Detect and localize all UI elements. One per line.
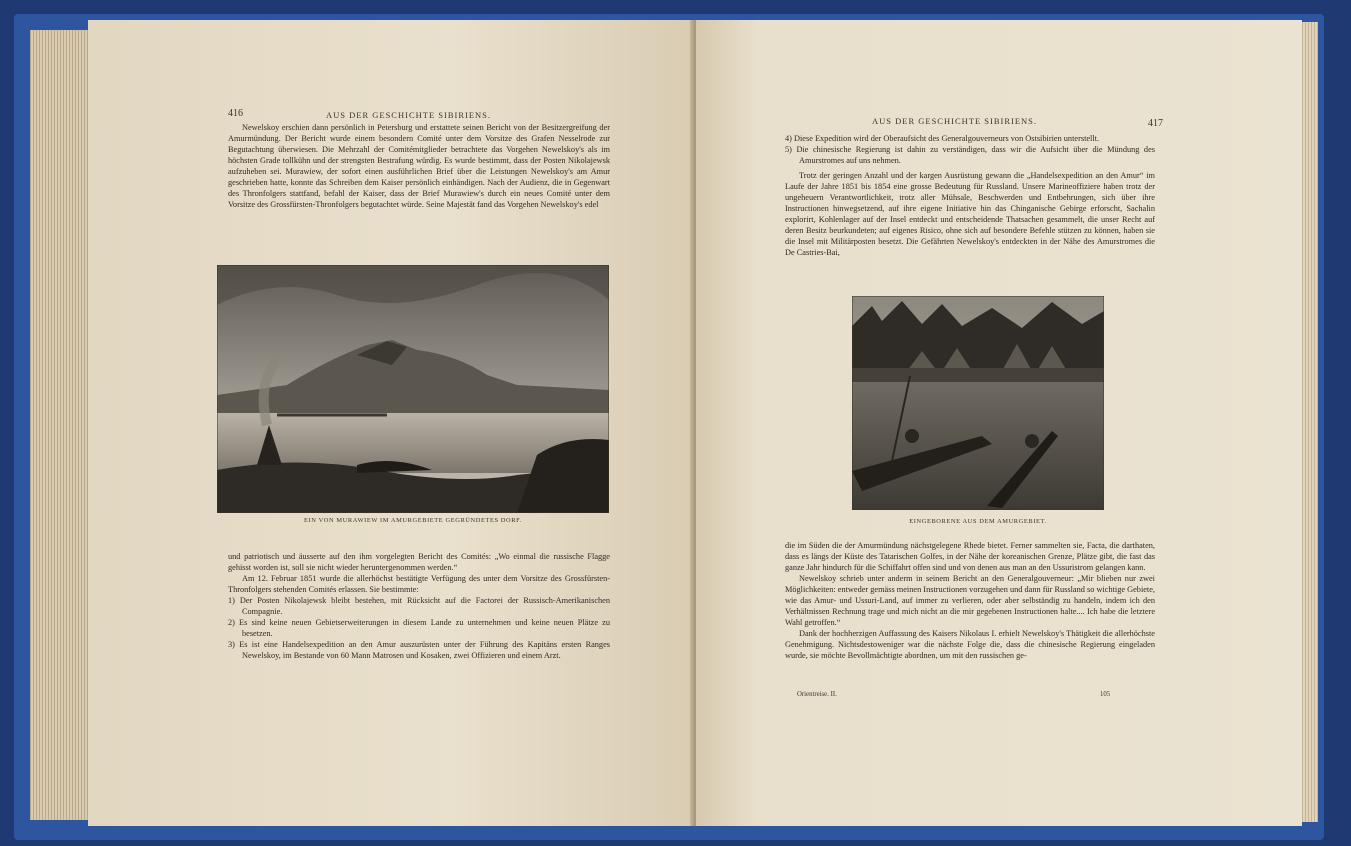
page-edges-left xyxy=(30,30,92,820)
right-illustration-caption: EINGEBORENE AUS DEM AMURGEBIET. xyxy=(909,518,1047,525)
left-text-block-1 xyxy=(228,122,610,210)
right-page-number: 417 xyxy=(1148,118,1163,129)
right-footer-signature: Orientreise. II. xyxy=(797,691,837,698)
right-paragraph-3: Newelskoy schrieb unter anderm in seinem Bericht an den Generalgouverneur: „Mir blieben nur zwei Möglichkeiten: entweder gemäss meinen Instructionen vorzugehen und dann für Russland so wichtige Gebiete, wie das Amur- und Ussuri-Land, auf immer zu verlieren, oder aber selbständig zu handeln, indem ich den Verhältnissen Rechnung trage und mich nicht an die mir gegebenen Instructionen halte.... Ich habe die letztere Wahl getroffen.“ xyxy=(785,574,1155,627)
village-illustration xyxy=(217,265,609,513)
right-paragraph-2: die im Süden die der Amurmündung nächstgelegene Rhede bietet. Ferner sammelten sie, Facta, die darthaten, dass es längs der Küste des Tatarischen Golfes, in der Nähe der koreanischen Grenze, Plätze gibt, die fast das ganze Jahr hindurch für die Schiffahrt offen sind und von denen aus man an den Ussuristrom gelangen kann. xyxy=(785,541,1155,572)
right-text-block-2 xyxy=(785,540,1155,661)
left-page-number: 416 xyxy=(228,108,243,119)
left-paragraph-2: und patriotisch und äusserte auf den ihm vorgelegten Bericht des Comités: „Wo einmal die russische Flagge gehisst worden ist, soll sie nicht wieder heruntergenommen werden.“ xyxy=(228,552,610,572)
left-list-item-2: 2) Es sind keine neuen Gebietserweiterungen in diesem Lande zu unternehmen und keine neuen Plätze zu besetzen. xyxy=(228,618,610,638)
left-text-block-2 xyxy=(228,551,610,661)
left-list-item-3: 3) Es ist eine Handelsexpedition an den Amur auszurüsten unter der Führung des Kapitäns ersten Ranges Newelskoy, im Bestande von 60 Mann Matrosen und Kosaken, zwei Offizieren und einem Arzt. xyxy=(228,640,610,660)
left-list-item-1: 1) Der Posten Nikolajewsk bleibt bestehen, mit Rücksicht auf die Factorei der Russisch-Amerikanischen Compagnie. xyxy=(228,596,610,616)
left-illustration-caption: EIN VON MURAWIEW IM AMURGEBIETE GEGRÜNDETES DORF. xyxy=(304,517,522,524)
natives-illustration xyxy=(852,296,1104,510)
left-paragraph-1: Newelskoy erschien dann persönlich in Petersburg und erstattete seinen Bericht von der Besitzergreifung der Amurmündung. Der Bericht wurde einem besondern Comité unter dem Vorsitze des Grafen Nesselrode zur Begutachtung überwiesen. Die Mehrzahl der Comitémitglieder betrachtete das Vorgehen Newelskoy's als im höchsten Grade tollkühn und der strengsten Bestrafung würdig. Es wurde bestimmt, dass der Posten Nikolajewsk aufzuheben sei. Murawiew, der sofort einen ausführlichen Brief über die Leistungen Newelskoy's am Amur geschrieben hatte, konnte das Schreiben dem Kaiser persönlich einhändigen. Nach der Audienz, die in Gegenwart des Thronfolgers stattfand, befahl der Kaiser, dass der Brief Murawiew's durch ein neues Comité unter dem Vorsitze des Grossfürsten-Thronfolgers begutachtet würde. Seine Majestät fand das Vorgehen Newelskoy's edel xyxy=(228,123,610,209)
left-paragraph-3: Am 12. Februar 1851 wurde die allerhöchst bestätigte Verfügung des unter dem Vorsitze des Grossfürsten-Thronfolgers stehenden Comités erlassen. Sie bestimmte: xyxy=(228,574,610,594)
right-text-block-1 xyxy=(785,133,1155,258)
left-running-header: AUS DER GESCHICHTE SIBIRIENS. xyxy=(326,110,492,120)
right-list-item-4: 4) Diese Expedition wird der Oberaufsicht des Generalgouverneurs von Ostsibirien unterstellt. xyxy=(785,134,1100,143)
right-footer-sheet-number: 105 xyxy=(1100,691,1111,698)
right-list-item-5: 5) Die chinesische Regierung ist dahin zu verständigen, dass wir die Aufsicht über die Mündung des Amurstromes auf uns nehmen. xyxy=(785,145,1155,165)
right-paragraph-4: Dank der hochherzigen Auffassung des Kaisers Nikolaus I. erhielt Newelskoy's Thätigkeit die allerhöchste Genehmigung. Nichtsdestoweniger war die nächste Folge die, dass die chinesische Regierung eingeladen wurde, sie möchte Bevollmächtigte abordnen, um mit den russischen ge- xyxy=(785,629,1155,660)
right-running-header: AUS DER GESCHICHTE SIBIRIENS. xyxy=(872,116,1038,126)
right-paragraph-1: Trotz der geringen Anzahl und der kargen Ausrüstung gewann die „Handelsexpedition an den Amur“ im Laufe der Jahre 1851 bis 1854 eine grosse Bedeutung für Russland. Unsere Marineoffiziere haben trotz der ungeheuern Verantwortlichkeit, trotz aller Mühsale, Beschwerden und Entbehrungen, sich über ihre Instructionen hinwegsetzend, auf ihre eigene Initiative hin das Chinganische Gebirge erforscht, Sachalin explorirt, Kohlenlager auf der Insel entdeckt und entscheidende Thatsachen gesammelt, die unser Recht auf deren Besitz beurkundeten; auf eigenes Risico, ohne sich auf besondere Befehle stützen zu können, haben sie die Insel mit Militärposten besetzt. Die Gefährten Newelskoy's entdeckten in der Nähe des Amurstromes die De Castries-Bai, xyxy=(785,171,1155,257)
